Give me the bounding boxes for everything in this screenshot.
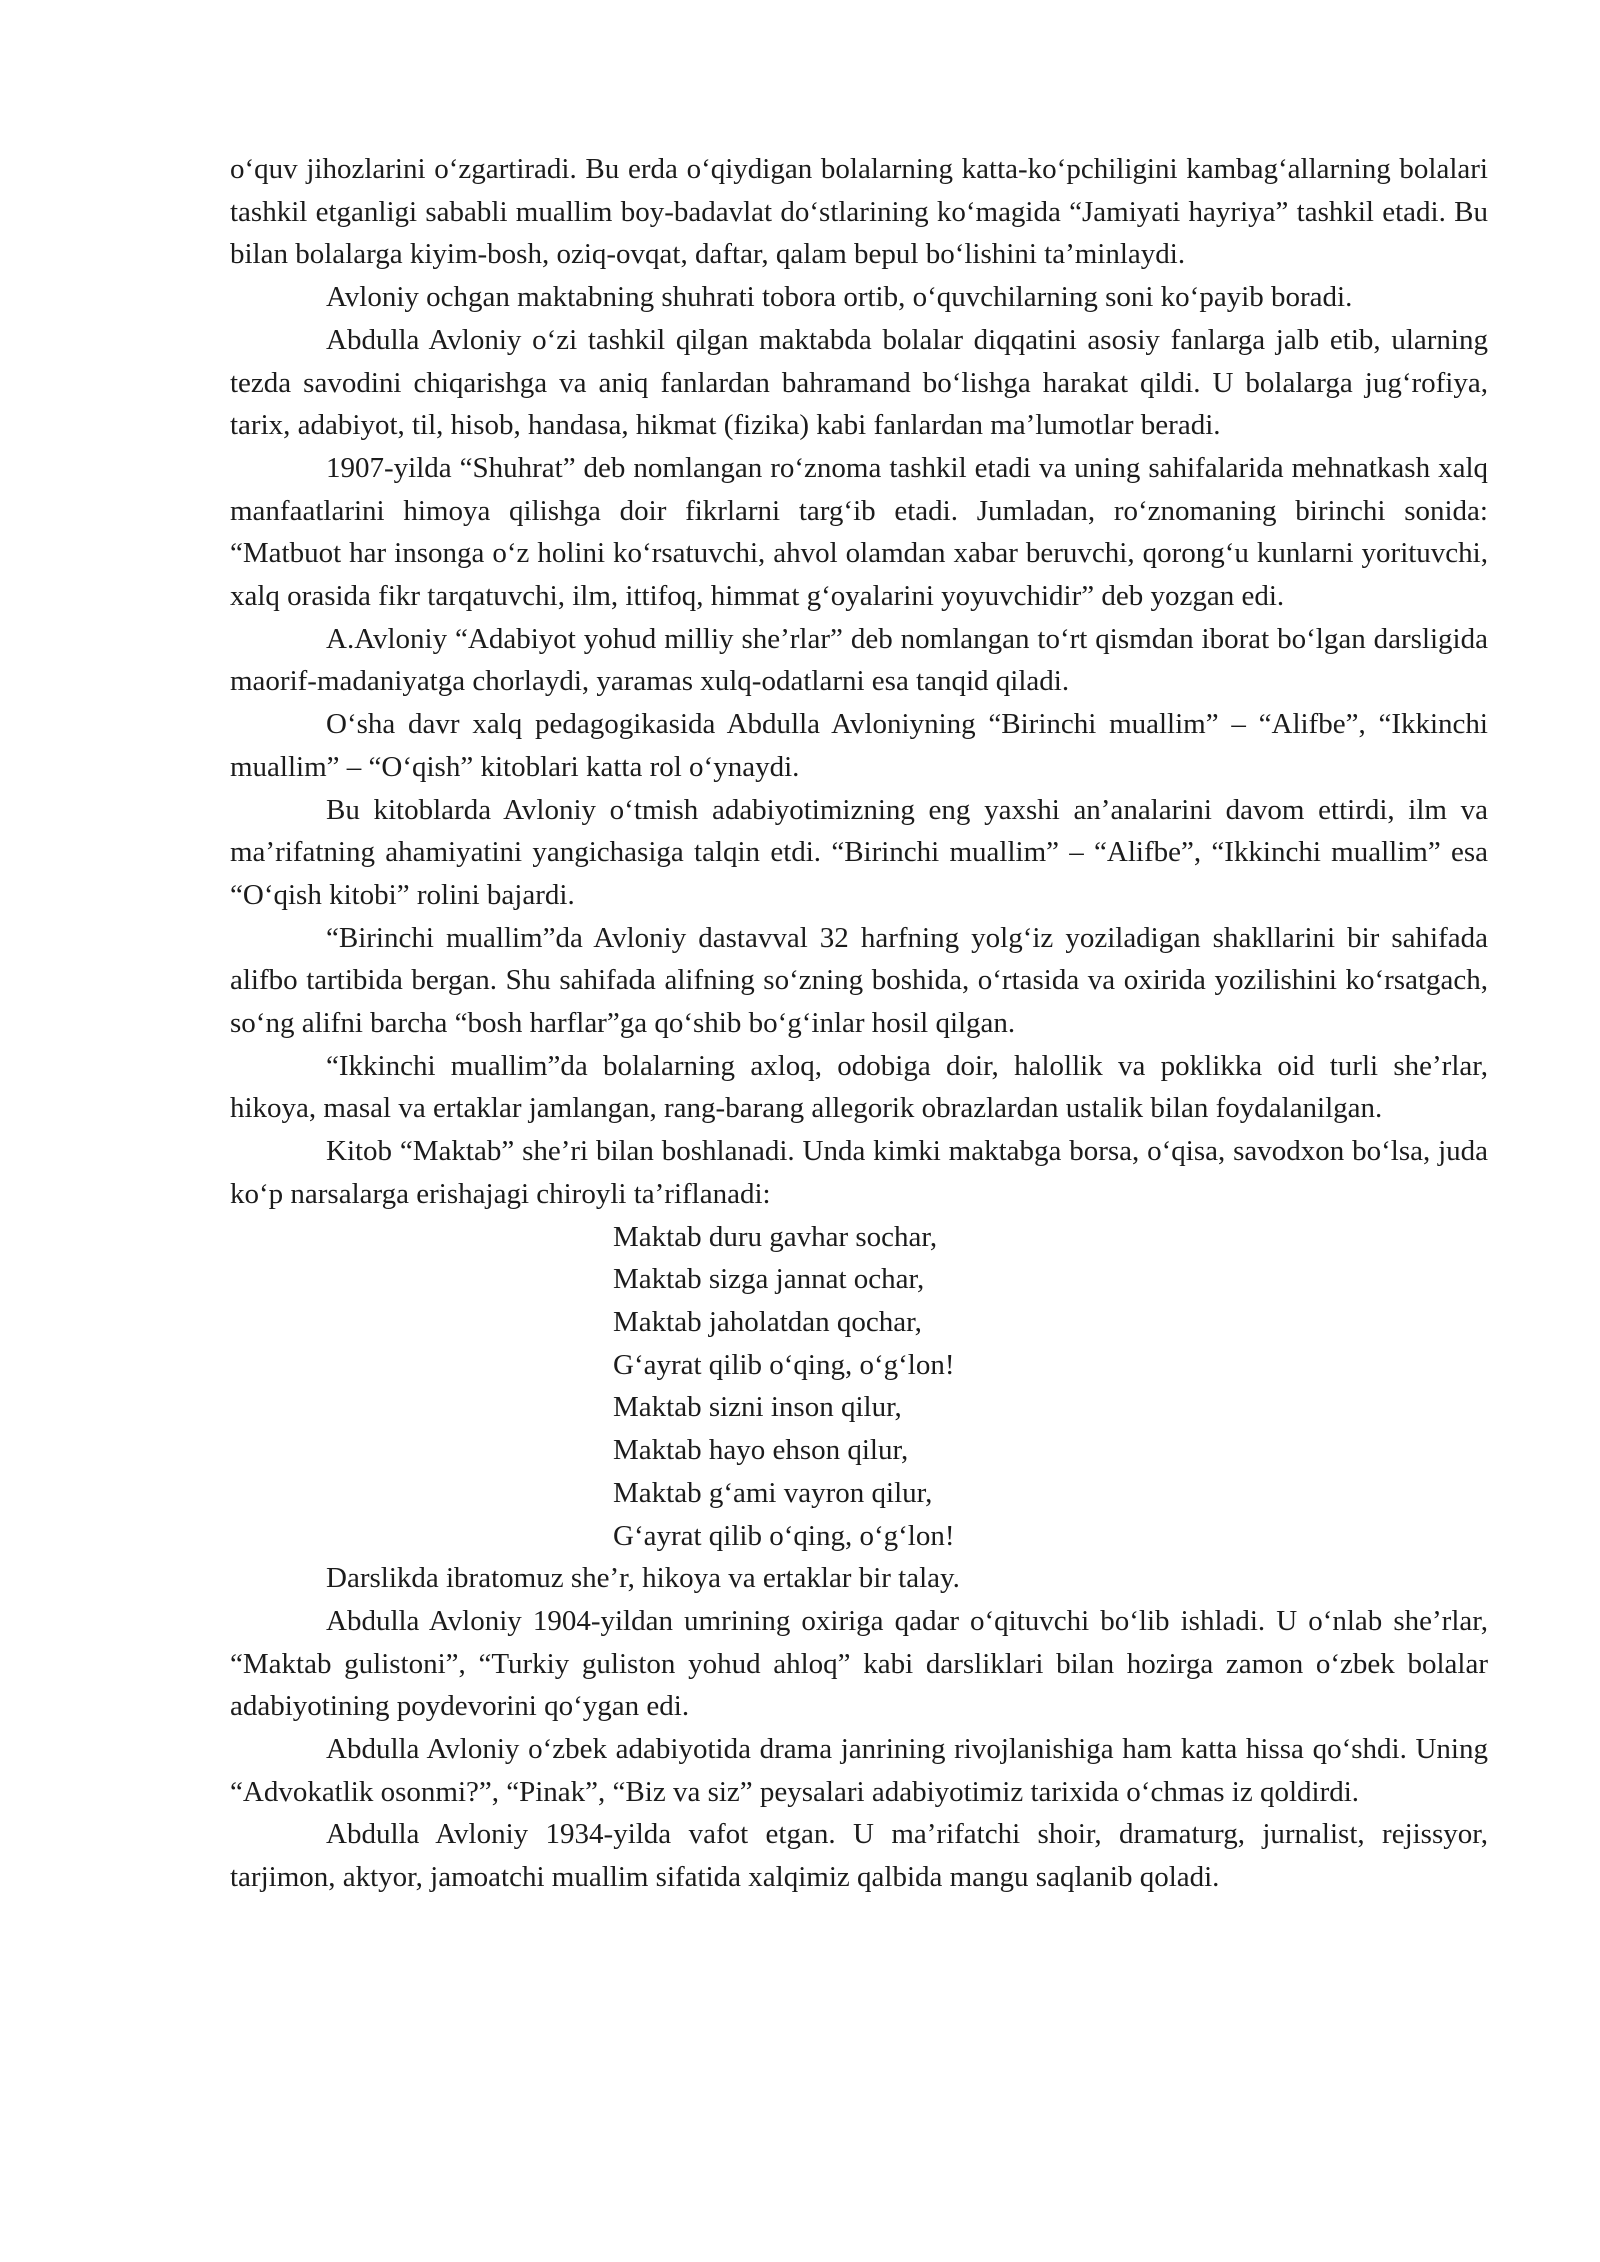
paragraph: Avloniy ochgan maktabning shuhrati tobora ortib, o‘quvchilarning soni ko‘payib boradi. <box>326 281 1353 314</box>
paragraph: “Birinchi muallim”da Avloniy dastavval 32 harfning yolg‘iz yoziladigan shakllarini bir sahifada alifbo tartibida bergan. Shu sahifada alifning so‘zning boshida, o‘rtasida va oxirida yozilishini ko‘rsatgach, so‘ng alifni barcha “bosh harflar”ga qo‘shib bo‘g‘inlar hosil qilgan. <box>230 921 1488 1040</box>
poem-maktab <box>613 1216 1488 1558</box>
poem-line: G‘ayrat qilib o‘qing, o‘g‘lon! <box>613 1348 955 1381</box>
poem-line: Maktab g‘ami vayron qilur, <box>613 1476 933 1509</box>
poem-line: Maktab hayo ehson qilur, <box>613 1434 909 1467</box>
paragraph: “Ikkinchi muallim”da bolalarning axloq, odobiga doir, halollik va poklikka oid turli she’rlar, hikoya, masal va ertaklar jamlangan, rang-barang allegorik obrazlardan ustalik bilan foydalanilgan. <box>230 1049 1488 1125</box>
document-page <box>230 148 1488 1899</box>
paragraph: O‘sha davr xalq pedagogikasida Abdulla Avloniyning “Birinchi muallim” – “Alifbe”, “Ikkinchi muallim” – “O‘qish” kitoblari katta rol o‘ynaydi. <box>230 708 1488 783</box>
paragraph: Kitob “Maktab” she’ri bilan boshlanadi. Unda kimki maktabga borsa, o‘qisa, savodxon bo‘lsa, juda ko‘p narsalarga erishajagi chiroyli ta’riflanadi: <box>230 1135 1488 1210</box>
paragraph: 1907-yilda “Shuhrat” deb nomlangan ro‘znoma tashkil etadi va uning sahifalarida mehnatkash xalq manfaatlarini himoya qilishga doir fikrlarni targ‘ib etadi. Jumladan, ro‘znomaning birinchi sonida: “Matbuot har insonga o‘z holini ko‘rsatuvchi, ahvol olamdan xabar beruvchi, qorong‘u kunlarni yorituvchi, xalq orasida fikr tarqatuvchi, ilm, ittifoq, himmat g‘oyalarini yoyuvchidir” deb yozgan edi. <box>230 451 1488 613</box>
poem-line: Maktab sizni inson qilur, <box>613 1391 902 1424</box>
poem-line: G‘ayrat qilib o‘qing, o‘g‘lon! <box>613 1519 955 1552</box>
poem-line: Maktab sizga jannat ochar, <box>613 1263 925 1296</box>
paragraph: A.Avloniy “Adabiyot yohud milliy she’rlar” deb nomlangan to‘rt qismdan iborat bo‘lgan darsligida maorif-madaniyatga chorlaydi, yaramas xulq-odatlarni esa tanqid qiladi. <box>230 622 1488 698</box>
paragraph: Abdulla Avloniy o‘zi tashkil qilgan maktabda bolalar diqqatini asosiy fanlarga jalb etib, ularning tezda savodini chiqarishga va aniq fanlardan bahramand bo‘lishga harakat qildi. U bolalarga jug‘rofiya, tarix, adabiyot, til, hisob, handasa, hikmat (fizika) kabi fanlardan ma’lumotlar beradi. <box>230 323 1488 442</box>
paragraph: Darslikda ibratomuz she’r, hikoya va ertaklar bir talay. <box>326 1562 960 1595</box>
poem-line: Maktab jaholatdan qochar, <box>613 1305 922 1338</box>
poem-line: Maktab duru gavhar sochar, <box>613 1220 938 1253</box>
paragraph: Abdulla Avloniy 1934-yilda vafot etgan. U ma’rifatchi shoir, dramaturg, jurnalist, rejissyor, tarjimon, aktyor, jamoatchi muallim sifatida xalqimiz qalbida mangu saqlanib qoladi. <box>230 1818 1488 1894</box>
paragraph: Abdulla Avloniy 1904-yildan umrining oxiriga qadar o‘qituvchi bo‘lib ishladi. U o‘nlab she’rlar, “Maktab gulistoni”, “Turkiy guliston yohud ahloq” kabi darsliklari bilan hozirga zamon o‘zbek bolalar adabiyotining poydevorini qo‘ygan edi. <box>230 1604 1488 1723</box>
paragraph: Abdulla Avloniy o‘zbek adabiyotida drama janrining rivojlanishiga ham katta hissa qo‘shdi. Uning “Advokatlik osonmi?”, “Pinak”, “Biz va siz” peysalari adabiyotimiz tarixida o‘chmas iz qoldirdi. <box>230 1733 1488 1808</box>
paragraph: Bu kitoblarda Avloniy o‘tmish adabiyotimizning eng yaxshi an’analarini davom ettirdi, ilm va ma’rifatning ahamiyatini yangichasiga talqin etdi. “Birinchi muallim” – “Alifbe”, “Ikkinchi muallim” esa “O‘qish kitobi” rolini bajardi. <box>230 793 1488 911</box>
paragraph: o‘quv jihozlarini o‘zgartiradi. Bu erda o‘qiydigan bolalarning katta-ko‘pchiligini kambag‘allarning bolalari tashkil etganligi sababli muallim boy-badavlat do‘stlarining ko‘magida “Jamiyati hayriya” tashkil etadi. Bu bilan bolalarga kiyim-bosh, oziq-ovqat, daftar, qalam bepul bo‘lishini ta’minlaydi. <box>230 153 1488 271</box>
